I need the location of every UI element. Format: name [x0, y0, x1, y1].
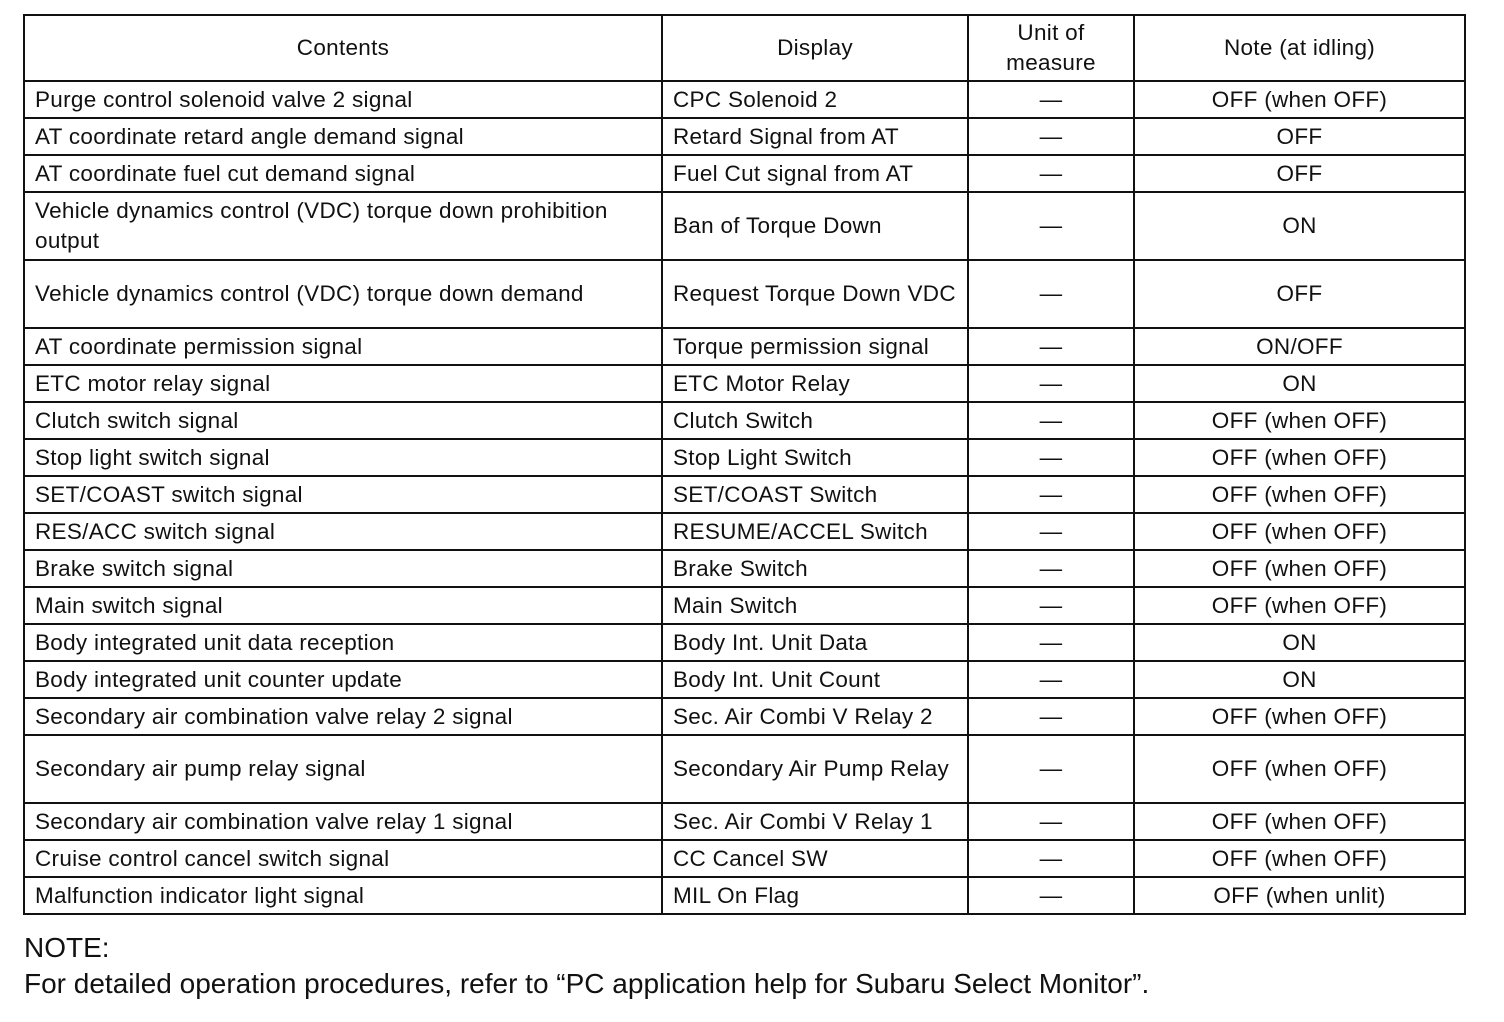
cell-display: Sec. Air Combi V Relay 1 [662, 803, 968, 840]
cell-unit: — [968, 550, 1134, 587]
cell-note: ON/OFF [1134, 328, 1465, 365]
cell-unit: — [968, 698, 1134, 735]
cell-display: ETC Motor Relay [662, 365, 968, 402]
cell-display: Clutch Switch [662, 402, 968, 439]
cell-note: OFF (when OFF) [1134, 840, 1465, 877]
cell-contents: ETC motor relay signal [24, 365, 662, 402]
cell-contents: Main switch signal [24, 587, 662, 624]
table-header-row [24, 15, 1465, 81]
cell-contents: Brake switch signal [24, 550, 662, 587]
cell-display: RESUME/ACCEL Switch [662, 513, 968, 550]
cell-unit: — [968, 155, 1134, 192]
header-display: Display [662, 15, 968, 81]
table-row [24, 260, 1465, 328]
cell-note: OFF (when OFF) [1134, 803, 1465, 840]
header-contents: Contents [24, 15, 662, 81]
cell-note: OFF (when OFF) [1134, 402, 1465, 439]
table-row [24, 365, 1465, 402]
cell-contents: Secondary air pump relay signal [24, 735, 662, 803]
table-row [24, 840, 1465, 877]
cell-display: Sec. Air Combi V Relay 2 [662, 698, 968, 735]
table-row [24, 550, 1465, 587]
cell-unit: — [968, 624, 1134, 661]
note-text: For detailed operation procedures, refer to “PC application help for Subaru Select Monitor”. [24, 968, 1150, 999]
cell-contents: Cruise control cancel switch signal [24, 840, 662, 877]
cell-contents: Secondary air combination valve relay 1 signal [24, 803, 662, 840]
cell-contents: Purge control solenoid valve 2 signal [24, 81, 662, 118]
table-row [24, 476, 1465, 513]
cell-contents: Body integrated unit counter update [24, 661, 662, 698]
cell-display: Body Int. Unit Count [662, 661, 968, 698]
cell-display: SET/COAST Switch [662, 476, 968, 513]
cell-unit: — [968, 840, 1134, 877]
cell-display: Body Int. Unit Data [662, 624, 968, 661]
cell-display: Torque permission signal [662, 328, 968, 365]
table-row [24, 698, 1465, 735]
cell-contents: Clutch switch signal [24, 402, 662, 439]
cell-note: ON [1134, 661, 1465, 698]
cell-note: OFF (when OFF) [1134, 439, 1465, 476]
cell-note: OFF (when OFF) [1134, 81, 1465, 118]
header-note: Note (at idling) [1134, 15, 1465, 81]
cell-note: OFF (when OFF) [1134, 513, 1465, 550]
table-row [24, 81, 1465, 118]
table-row [24, 439, 1465, 476]
cell-note: ON [1134, 624, 1465, 661]
table-row [24, 328, 1465, 365]
table-row [24, 735, 1465, 803]
cell-display: Stop Light Switch [662, 439, 968, 476]
cell-unit: — [968, 513, 1134, 550]
table-row [24, 877, 1465, 914]
cell-note: OFF [1134, 260, 1465, 328]
note-block [24, 930, 1149, 1002]
cell-note: ON [1134, 192, 1465, 260]
header-unit: Unit of measure [968, 15, 1134, 81]
note-heading: NOTE: [24, 932, 110, 963]
cell-contents: Vehicle dynamics control (VDC) torque down demand [24, 260, 662, 328]
cell-note: OFF (when OFF) [1134, 550, 1465, 587]
data-table [23, 14, 1466, 915]
cell-unit: — [968, 192, 1134, 260]
cell-display: MIL On Flag [662, 877, 968, 914]
cell-note: OFF (when OFF) [1134, 698, 1465, 735]
cell-unit: — [968, 439, 1134, 476]
table-row [24, 587, 1465, 624]
cell-note: OFF (when unlit) [1134, 877, 1465, 914]
cell-note: ON [1134, 365, 1465, 402]
table-row [24, 803, 1465, 840]
table-row [24, 192, 1465, 260]
cell-unit: — [968, 877, 1134, 914]
cell-contents: RES/ACC switch signal [24, 513, 662, 550]
cell-display: Ban of Torque Down [662, 192, 968, 260]
cell-unit: — [968, 118, 1134, 155]
cell-display: Retard Signal from AT [662, 118, 968, 155]
cell-contents: SET/COAST switch signal [24, 476, 662, 513]
cell-note: OFF (when OFF) [1134, 735, 1465, 803]
cell-note: OFF [1134, 155, 1465, 192]
cell-contents: Secondary air combination valve relay 2 signal [24, 698, 662, 735]
cell-note: OFF [1134, 118, 1465, 155]
cell-unit: — [968, 587, 1134, 624]
cell-unit: — [968, 260, 1134, 328]
cell-contents: Stop light switch signal [24, 439, 662, 476]
cell-unit: — [968, 803, 1134, 840]
cell-contents: AT coordinate fuel cut demand signal [24, 155, 662, 192]
table-row [24, 118, 1465, 155]
table-row [24, 155, 1465, 192]
cell-unit: — [968, 328, 1134, 365]
cell-unit: — [968, 402, 1134, 439]
cell-display: CPC Solenoid 2 [662, 81, 968, 118]
cell-contents: AT coordinate permission signal [24, 328, 662, 365]
table-row [24, 624, 1465, 661]
cell-display: Request Torque Down VDC [662, 260, 968, 328]
cell-contents: Vehicle dynamics control (VDC) torque down prohibition output [24, 192, 662, 260]
table-row [24, 402, 1465, 439]
table-row [24, 513, 1465, 550]
cell-display: CC Cancel SW [662, 840, 968, 877]
cell-contents: Malfunction indicator light signal [24, 877, 662, 914]
cell-unit: — [968, 661, 1134, 698]
cell-unit: — [968, 365, 1134, 402]
cell-unit: — [968, 81, 1134, 118]
cell-note: OFF (when OFF) [1134, 476, 1465, 513]
cell-unit: — [968, 476, 1134, 513]
cell-display: Brake Switch [662, 550, 968, 587]
cell-note: OFF (when OFF) [1134, 587, 1465, 624]
cell-display: Main Switch [662, 587, 968, 624]
cell-contents: AT coordinate retard angle demand signal [24, 118, 662, 155]
table-row [24, 661, 1465, 698]
cell-contents: Body integrated unit data reception [24, 624, 662, 661]
cell-display: Secondary Air Pump Relay [662, 735, 968, 803]
cell-display: Fuel Cut signal from AT [662, 155, 968, 192]
cell-unit: — [968, 735, 1134, 803]
